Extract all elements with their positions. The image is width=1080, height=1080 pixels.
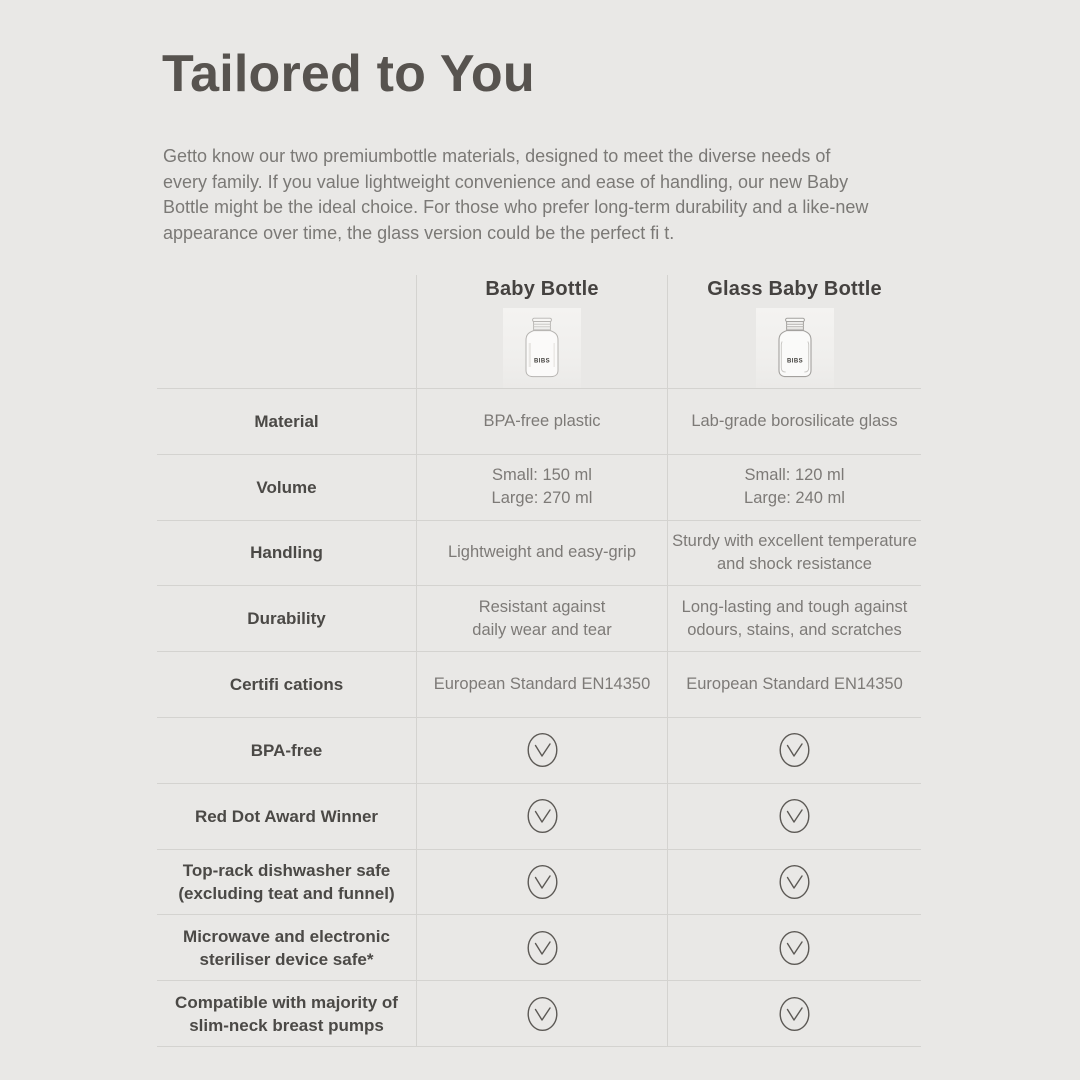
- check-icon: [776, 796, 813, 836]
- check-icon: [524, 994, 561, 1034]
- row-label-volume: Volume: [157, 454, 416, 520]
- cell-durability-glass: Long-lasting and tough against odours, stains, and scratches: [667, 585, 921, 651]
- comparison-table: [157, 275, 921, 1047]
- table-corner-cell: [157, 275, 416, 388]
- cell-volume-baby: Small: 150 ml Large: 270 ml: [416, 454, 667, 520]
- row-label-certifications: Certifi cations: [157, 651, 416, 717]
- cell-material-baby: BPA-free plastic: [416, 388, 667, 454]
- baby-bottle-graphic: [519, 317, 565, 379]
- cell-breast-pump-glass: [667, 980, 921, 1046]
- check-icon: [776, 730, 813, 770]
- column-header-glass-baby-bottle: [667, 275, 921, 388]
- check-icon: [524, 796, 561, 836]
- cell-red-dot-glass: [667, 783, 921, 849]
- column-header-baby-bottle: [416, 275, 667, 388]
- column-header-label: Baby Bottle: [485, 278, 599, 300]
- check-icon: [524, 862, 561, 902]
- cell-breast-pump-baby: [416, 980, 667, 1046]
- cell-steriliser-glass: [667, 914, 921, 980]
- row-label-red-dot-award: Red Dot Award Winner: [157, 783, 416, 849]
- cell-durability-baby: Resistant against daily wear and tear: [416, 585, 667, 651]
- cell-certifications-glass: European Standard EN14350: [667, 651, 921, 717]
- cell-bpa-free-glass: [667, 717, 921, 783]
- cell-dishwasher-baby: [416, 849, 667, 915]
- row-label-handling: Handling: [157, 520, 416, 586]
- svg-text:BIBS: BIBS: [534, 358, 550, 365]
- check-icon: [776, 862, 813, 902]
- cell-dishwasher-glass: [667, 849, 921, 915]
- row-label-bpa-free: BPA-free: [157, 717, 416, 783]
- cell-handling-glass: Sturdy with excellent temperature and shock resistance: [667, 520, 921, 586]
- check-icon: [524, 730, 561, 770]
- column-header-label: Glass Baby Bottle: [707, 278, 882, 300]
- row-label-dishwasher-safe: Top-rack dishwasher safe (excluding teat and funnel): [157, 849, 416, 915]
- glass-baby-bottle-photo: [756, 308, 834, 388]
- cell-red-dot-baby: [416, 783, 667, 849]
- svg-text:BIBS: BIBS: [786, 358, 803, 365]
- check-icon: [776, 928, 813, 968]
- check-icon: [776, 994, 813, 1034]
- row-label-material: Material: [157, 388, 416, 454]
- cell-steriliser-baby: [416, 914, 667, 980]
- glass-baby-bottle-graphic: [772, 317, 818, 379]
- cell-material-glass: Lab-grade borosilicate glass: [667, 388, 921, 454]
- cell-handling-baby: Lightweight and easy-grip: [416, 520, 667, 586]
- page-title: Tailored to You: [162, 45, 535, 103]
- baby-bottle-photo: [503, 308, 581, 388]
- cell-certifications-baby: European Standard EN14350: [416, 651, 667, 717]
- row-label-steriliser-safe: Microwave and electronic steriliser device safe*: [157, 914, 416, 980]
- intro-paragraph: Getto know our two premiumbottle materials, designed to meet the diverse needs of every family. If you value lightweight convenience and ease of handling, our new Baby Bottle might be the ideal choice. For those who prefer long-term durability and a like-new appearance over time, the glass version could be the perfect fi t.: [163, 146, 869, 243]
- check-icon: [524, 928, 561, 968]
- row-label-breast-pump-compatible: Compatible with majority of slim-neck breast pumps: [157, 980, 416, 1046]
- row-label-durability: Durability: [157, 585, 416, 651]
- cell-bpa-free-baby: [416, 717, 667, 783]
- cell-volume-glass: Small: 120 ml Large: 240 ml: [667, 454, 921, 520]
